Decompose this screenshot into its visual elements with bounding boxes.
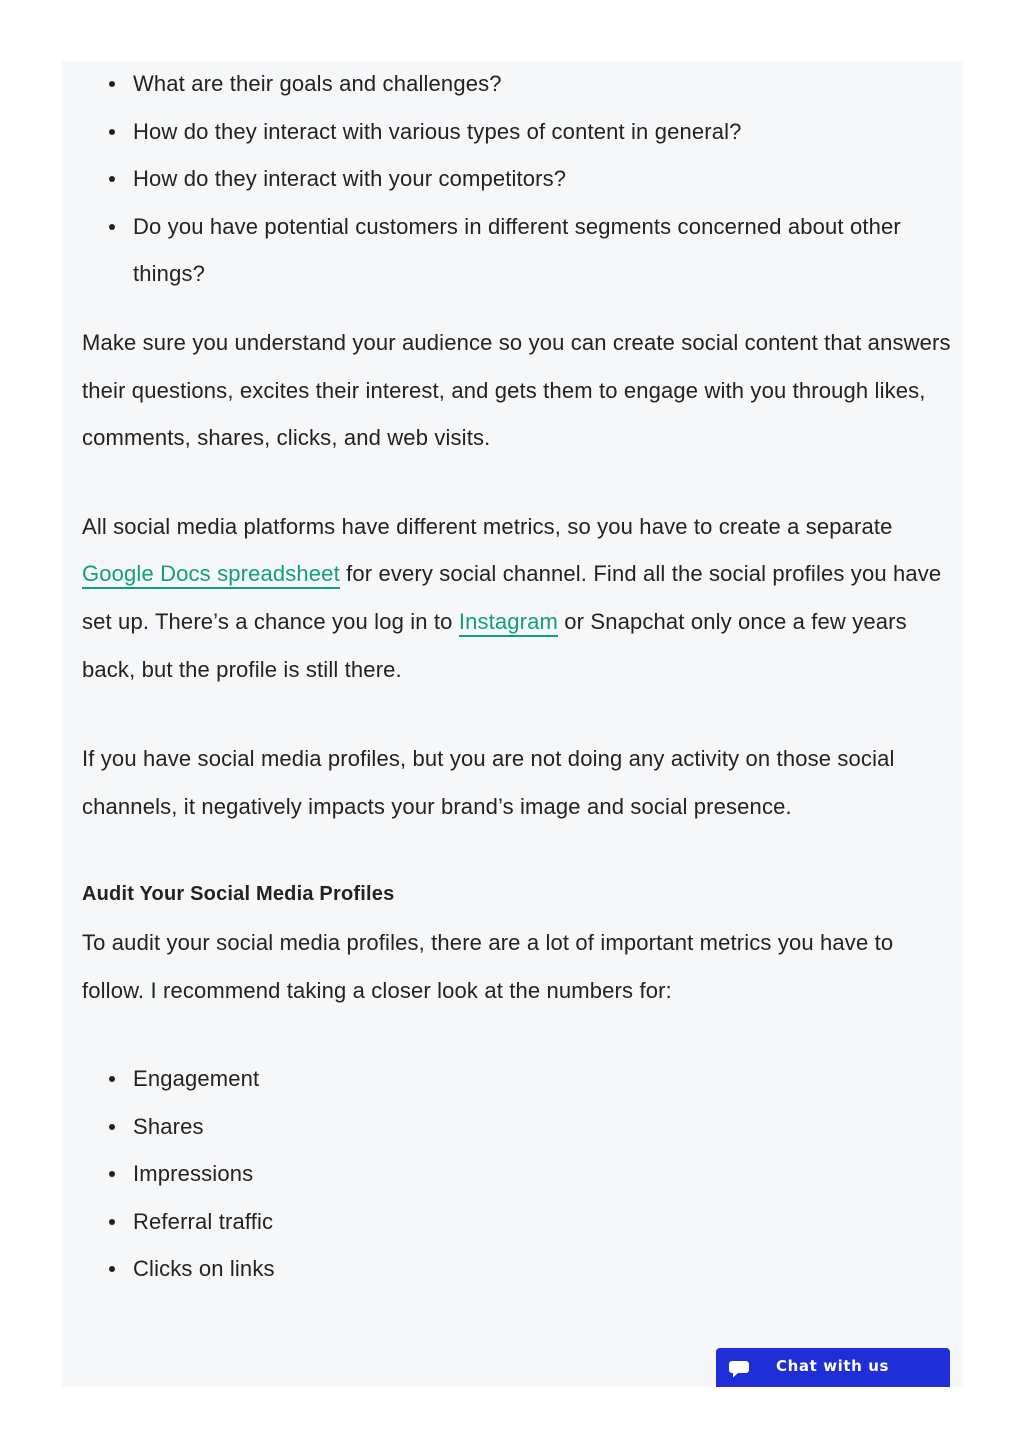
- chat-bubble-icon: [728, 1358, 750, 1380]
- list-item: Clicks on links: [133, 1245, 952, 1293]
- audience-question-list: [82, 60, 952, 298]
- paragraph-platforms: [82, 503, 952, 693]
- paragraph-text: All social media platforms have different metrics, so you have to create a separate: [82, 513, 893, 539]
- list-item: Shares: [133, 1103, 952, 1151]
- list-item: Impressions: [133, 1150, 952, 1198]
- spacer: [82, 830, 952, 871]
- article-body: [82, 60, 952, 1293]
- section-heading: Audit Your Social Media Profiles: [82, 883, 395, 906]
- paragraph-text: or Snapchat only once a few years back, but the profile is still there.: [82, 608, 907, 682]
- google-docs-spreadsheet-link[interactable]: Google Docs spreadsheet: [82, 561, 340, 589]
- spacer: [82, 462, 952, 503]
- spacer: [82, 1014, 952, 1055]
- metrics-list: [82, 1055, 952, 1293]
- list-item: What are their goals and challenges?: [133, 60, 952, 108]
- paragraph-audience: Make sure you understand your audience so you can create social content that answers their questions, excites their interest, and gets them to engage with you through likes, comments, shares, clicks, and web visits.: [82, 329, 951, 451]
- paragraph-inactive-profiles: If you have social media profiles, but you are not doing any activity on those social channels, it negatively impacts your brand’s image and social presence.: [82, 746, 895, 819]
- paragraph-audit: To audit your social media profiles, there are a lot of important metrics you have to follow. I recommend taking a closer look at the numbers for:: [82, 929, 894, 1003]
- list-item: Engagement: [133, 1055, 952, 1103]
- spacer: [82, 298, 952, 319]
- instagram-link[interactable]: Instagram: [459, 609, 558, 637]
- list-item: Do you have potential customers in different segments concerned about other things?: [133, 203, 952, 298]
- paragraph-text: for every social channel. Find all the social profiles you have set up. There’s a chance you log in to: [82, 561, 942, 634]
- chat-with-us-button[interactable]: [716, 1348, 950, 1387]
- chat-button-label: Chat with us: [776, 1357, 890, 1375]
- list-item: Referral traffic: [133, 1198, 952, 1246]
- list-item: How do they interact with your competitors?: [133, 155, 952, 203]
- spacer: [82, 693, 952, 735]
- list-item: How do they interact with various types of content in general?: [133, 108, 952, 156]
